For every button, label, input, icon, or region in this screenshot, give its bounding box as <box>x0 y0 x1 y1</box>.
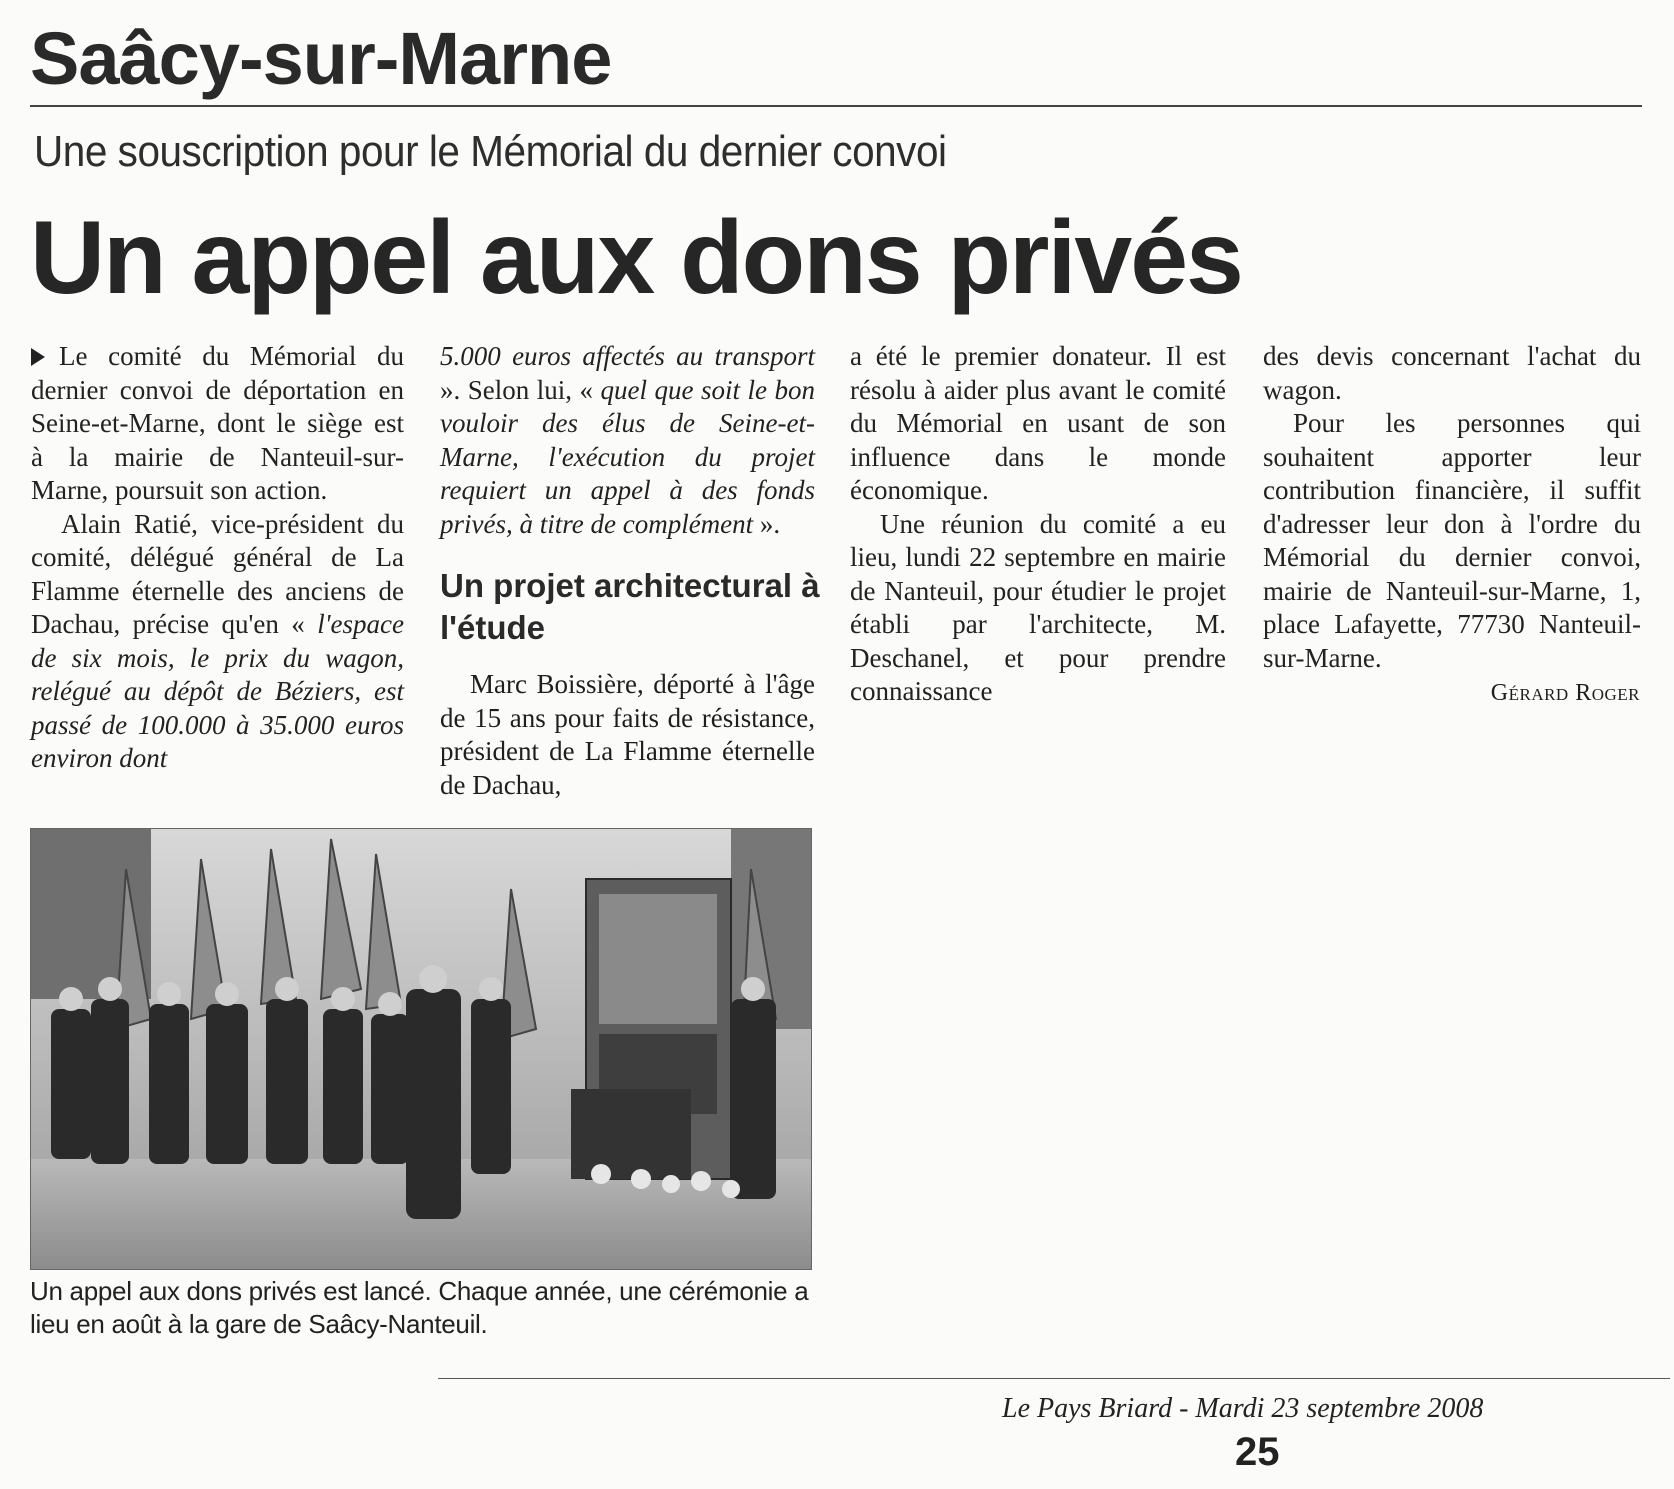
subheadline: Une souscription pour le Mémorial du dernier convoi <box>34 127 947 176</box>
headline: Un appel aux dons privés <box>30 200 1242 316</box>
paragraph-donation-info: Pour les personnes qui souhaitent apporter leur contribution financière, il suffit d'adresser leur don à l'ordre du Mémorial du dernier convoi, mairie de Nanteuil-sur-Marne, 1, place Lafayette, 77730 Nanteuil-sur-Marne. <box>1263 408 1641 673</box>
author-signature: Gérard Roger <box>1490 680 1640 706</box>
intro-text: Le comité du Mémorial du dernier convoi de déportation en Seine-et-Marne, dont le siège est à la mairie de Nanteuil-sur-Marne, poursuit son action. <box>31 341 404 505</box>
paragraph-ratie <box>31 508 404 776</box>
column-1 <box>31 340 404 776</box>
quote-cont-1: 5.000 euros affectés au transport <box>440 341 815 371</box>
top-rule <box>30 105 1642 107</box>
kicker-title: Saâcy-sur-Marne <box>30 17 612 100</box>
paragraph-intro <box>31 340 404 508</box>
column-2-lower <box>440 668 815 802</box>
photo-caption: Un appel aux dons privés est lancé. Chaque année, une cérémonie a lieu en août à la gare de Saâcy-Nanteuil. <box>30 1276 809 1339</box>
ratie-text: Alain Ratié, vice-président du comité, délégué général de La Flamme éternelle des anciens de Dachau, précise qu'en « <box>31 508 404 639</box>
paragraph-donor: a été le premier donateur. Il est résolu à aider plus avant le comité du Mémorial en usant de son influence dans le monde économique. <box>850 341 1226 505</box>
paragraph-boissiere: Marc Boissière, déporté à l'âge de 15 ans pour faits de résistance, président de La Flamme éternelle de Dachau, <box>440 669 815 800</box>
paragraph-meeting: Une réunion du comité a eu lieu, lundi 22 septembre en mairie de Nanteuil, pour étudier le projet établi par l'architecte, M. Deschanel, et pour prendre connaissance <box>850 508 1226 706</box>
section-subtitle: Un projet architectural à l'étude <box>440 567 820 646</box>
paragraph-devis: des devis concernant l'achat du wagon. <box>1263 341 1641 405</box>
bottom-rule <box>438 1378 1670 1379</box>
paragraph-quote-cont <box>440 340 815 541</box>
publication-footer: Le Pays Briard - Mardi 23 septembre 2008 <box>1002 1393 1484 1424</box>
quote-cont-4: ». <box>753 508 781 539</box>
quote-cont-3: quel que soit le bon vouloir des élus de Seine-et-Marne, l'exécution du projet requiert un appel à des fonds privés, à titre de complément <box>440 374 815 539</box>
page-number: 25 <box>1235 1430 1280 1474</box>
ratie-quote: l'espace de six mois, le prix du wagon, relégué au dépôt de Béziers, est passé de 100.000 à 35.000 euros environ dont <box>31 609 404 773</box>
ceremony-photo-image <box>31 829 811 1269</box>
ceremony-photo <box>30 828 812 1270</box>
quote-cont-2: ». Selon lui, « <box>440 374 601 405</box>
column-4 <box>1263 340 1641 675</box>
column-2 <box>440 340 815 541</box>
bullet-marker-icon <box>31 348 45 366</box>
column-3 <box>850 340 1226 709</box>
